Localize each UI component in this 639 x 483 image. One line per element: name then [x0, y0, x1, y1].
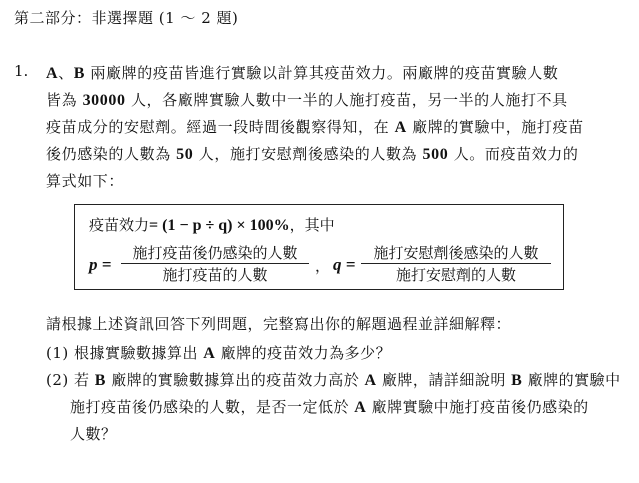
sub-question-1 — [46, 340, 391, 367]
formula-definition — [89, 215, 335, 236]
q-numerator: 施打安慰劑後感染的人數 — [361, 243, 551, 264]
bold-text-run: 50 — [176, 146, 194, 163]
q-fraction — [361, 243, 551, 286]
sub-question-line — [46, 367, 621, 394]
text-run: 後仍感染的人數為 — [46, 145, 177, 163]
question-body — [46, 60, 622, 195]
question-number: 1. — [14, 62, 29, 80]
sub-question-line — [46, 394, 621, 421]
bold-text-run: 500 — [422, 146, 449, 163]
formula-suffix: ，其中 — [289, 216, 335, 234]
text-run: 人，各廠牌實驗人數中一半的人施打疫苗，另一半的人施打不具 — [125, 91, 568, 109]
text-run: 算式如下： — [46, 172, 125, 190]
p-label: p = — [89, 255, 112, 274]
bold-text-run: B — [511, 372, 523, 389]
formula-fractions — [89, 243, 559, 287]
sub-question-2 — [46, 367, 621, 448]
p-denominator: 施打疫苗的人數 — [162, 266, 268, 284]
formula-separator: ， — [315, 257, 331, 275]
text-run: 廠牌的實驗中，施打疫苗 — [406, 118, 584, 136]
text-run: (2) 若 — [46, 371, 95, 389]
formula-box — [74, 204, 564, 290]
instruction-text: 請根據上述資訊回答下列問題，完整寫出你的解題過程並詳細解釋： — [46, 315, 512, 333]
text-run: (1) 根據實驗數據算出 — [46, 344, 204, 362]
text-run: 疫苗成分的安慰劑。經過一段時間後觀察得知，在 — [46, 118, 395, 136]
bold-text-run: A — [364, 372, 377, 389]
sub-question-line — [46, 421, 621, 448]
question-line — [46, 114, 622, 141]
bold-text-run: B — [94, 372, 106, 389]
question-line — [46, 87, 622, 114]
text-run: 人。而疫苗效力的 — [448, 145, 579, 163]
text-run: 人，施打安慰劑後感染的人數為 — [193, 145, 423, 163]
bold-text-run: B — [73, 65, 86, 82]
text-run: 廠牌，請詳細說明 — [376, 371, 512, 389]
q-label: q = — [333, 255, 356, 274]
question-line — [46, 60, 622, 87]
question-line — [46, 168, 622, 195]
sub-question-line — [46, 340, 391, 367]
section-heading: 第二部分：非選擇題 (1 ～ 2 題) — [14, 9, 239, 27]
text-run: 廠牌的實驗數據算出的疫苗效力高於 — [105, 371, 365, 389]
p-fraction — [121, 243, 309, 286]
text-run: 人數？ — [70, 425, 117, 443]
p-numerator: 施打疫苗後仍感染的人數 — [121, 243, 309, 264]
bold-text-run: A — [46, 65, 59, 82]
text-run: 廠牌的疫苗效力為多少？ — [215, 344, 392, 362]
bold-text-run: A — [203, 345, 216, 362]
bold-text-run: A — [354, 399, 367, 416]
question-line — [46, 141, 622, 168]
formula-expression: = (1 − p ÷ q) × 100% — [149, 217, 290, 234]
text-run: 施打疫苗後仍感染的人數，是否一定低於 — [70, 398, 355, 416]
text-run: 廠牌的實驗中 — [522, 371, 621, 389]
q-denominator: 施打安慰劑的人數 — [395, 266, 516, 284]
text-run: 、 — [58, 64, 74, 82]
text-run: 兩廠牌的疫苗皆進行實驗以計算其疫苗效力。兩廠牌的疫苗實驗人數 — [85, 64, 559, 82]
text-run: 廠牌實驗中施打疫苗後仍感染的 — [366, 398, 589, 416]
bold-text-run: 30000 — [82, 92, 126, 109]
formula-prefix: 疫苗效力 — [89, 216, 150, 234]
bold-text-run: A — [394, 119, 407, 136]
text-run: 皆為 — [46, 91, 83, 109]
